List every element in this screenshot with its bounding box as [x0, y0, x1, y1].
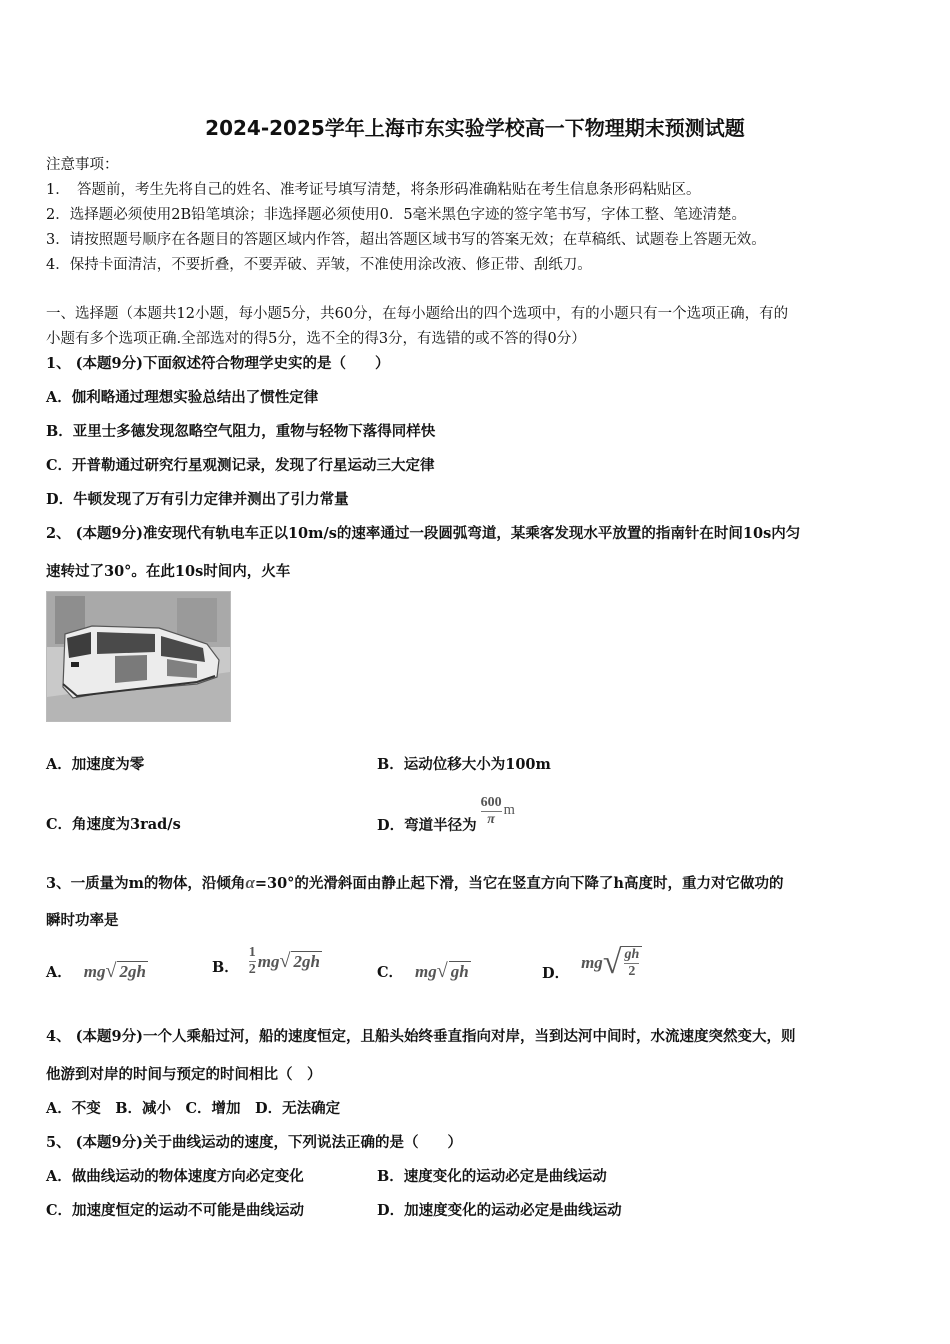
radius-fraction — [481, 795, 502, 828]
note-item: 3．请按照题号顺序在各题目的答题区域内作答，超出答题区域书写的答案无效；在草稿纸、试题卷上答题无效。 — [46, 232, 766, 248]
q2-option-c: C．角速度为3rad/s — [46, 816, 181, 833]
section-heading: 一、选择题（本题共12小题，每小题5分，共60分，在每小题给出的四个选项中，有的小题只有一个选项正确，有的 — [46, 306, 789, 322]
q3-option-d: D． mg √ $\frac{gh}{2}$ — [542, 942, 642, 983]
formula — [581, 953, 603, 973]
tram-illustration — [47, 592, 230, 721]
notes-header: 注意事项： — [46, 157, 119, 173]
option-label: C． — [377, 964, 404, 981]
half-fraction — [249, 945, 256, 978]
q3-stem-cont: 瞬时功率是 — [46, 912, 119, 929]
q3-option-b — [212, 945, 322, 978]
q3-option-c — [377, 960, 471, 983]
formula: mg√ 2gh — [257, 950, 320, 972]
q1-option-b: B．亚里士多德发现忽略空气阻力，重物与轻物下落得同样快 — [46, 423, 436, 440]
q1-stem: 1、 (本题9分)下面叙述符合物理学史实的是（ ） — [46, 355, 390, 372]
q2-stem: 2、 (本题9分)准安现代有轨电车正以10m/s的速率通过一段圆弧弯道，某乘客发现水平放置的指南针在时间10s内匀 — [46, 525, 801, 542]
fraction-denominator: π — [487, 812, 495, 827]
formula-mg: mg — [83, 962, 106, 981]
q4-stem-cont: 他游到对岸的时间与预定的时间相比（ ） — [46, 1066, 322, 1083]
formula-radicand: 2gh — [293, 952, 320, 971]
q2-option-d-label: D．弯道半径为 — [377, 817, 477, 834]
option-label: B． — [212, 959, 239, 976]
q5-option-b: B．速度变化的运动必定是曲线运动 — [377, 1168, 607, 1185]
formula: mg√ gh — [415, 960, 469, 982]
q1-option-a: A．伽利略通过理想实验总结出了惯性定律 — [46, 389, 319, 406]
q2-option-b: B．运动位移大小为100m — [377, 756, 551, 773]
alpha-symbol: α — [245, 873, 255, 892]
formula-radicand: 2gh — [119, 962, 146, 981]
option-label: D． — [542, 965, 570, 982]
q2-option-a: A．加速度为零 — [46, 756, 145, 773]
unit-label: m — [503, 802, 515, 818]
q2-stem-cont: 速转过了30°。在此10s时间内，火车 — [46, 563, 291, 580]
fraction-numerator: 1 — [248, 945, 256, 960]
q5-option-c: C．加速度恒定的运动不可能是曲线运动 — [46, 1202, 305, 1219]
fraction-denominator: 2 — [628, 963, 636, 979]
formula-mg: mg — [257, 952, 280, 971]
fraction-numerator: gh — [624, 946, 640, 962]
fraction-numerator: 600 — [480, 795, 502, 810]
q5-option-d: D．加速度变化的运动必定是曲线运动 — [377, 1202, 622, 1219]
fraction-denominator: 2 — [248, 962, 256, 977]
q1-option-c: C．开普勒通过研究行星观测记录，发现了行星运动三大定律 — [46, 457, 435, 474]
q1-option-d: D．牛顿发现了万有引力定律并测出了引力常量 — [46, 491, 349, 508]
q5-stem: 5、 (本题9分)关于曲线运动的速度，下列说法正确的是（ ） — [46, 1134, 462, 1151]
q4-options: A．不变 B．减小 C．增加 D．无法确定 — [46, 1100, 341, 1117]
note-item: 1． 答题前，考生先将自己的姓名、准考证号填写清楚，将条形码准确粘贴在考生信息条形码粘贴区。 — [46, 182, 701, 198]
q3-stem-part: =30°的光滑斜面由静止起下滑，当它在竖直方向下降了h高度时，重力对它做功的 — [254, 875, 784, 892]
tram-photo — [46, 591, 231, 722]
note-item: 4．保持卡面清洁，不要折叠，不要弄破、弄皱，不准使用涂改液、修正带、刮纸刀。 — [46, 257, 592, 273]
q2-option-d — [377, 788, 515, 835]
page-title: 2024-2025学年上海市东实验学校高一下物理期末预测试题 — [205, 116, 745, 140]
q4-stem: 4、 (本题9分)一个人乘船过河，船的速度恒定，且船头始终垂直指向对岸，当到达河中间时，水流速度突然变大，则 — [46, 1028, 796, 1045]
formula-radicand: gh — [450, 962, 469, 981]
q3-option-a — [46, 960, 148, 983]
q3-stem — [46, 872, 783, 893]
formula-mg: mg — [581, 952, 603, 972]
q3-stem-part: 3、一质量为m的物体，沿倾角 — [46, 875, 246, 892]
note-item: 2．选择题必须使用2B铅笔填涂；非选择题必须使用0．5毫米黑色字迹的签字笔书写，字体工整、笔迹清楚。 — [46, 207, 747, 223]
formula-mg: mg — [415, 962, 437, 981]
formula: mg√ 2gh — [83, 960, 146, 982]
q5-option-a: A．做曲线运动的物体速度方向必定变化 — [46, 1168, 304, 1185]
option-label: A． — [46, 964, 72, 981]
radicand-fraction — [621, 946, 642, 980]
section-heading-cont: 小题有多个选项正确.全部选对的得5分，选不全的得3分，有选错的或不答的得0分） — [46, 331, 586, 347]
